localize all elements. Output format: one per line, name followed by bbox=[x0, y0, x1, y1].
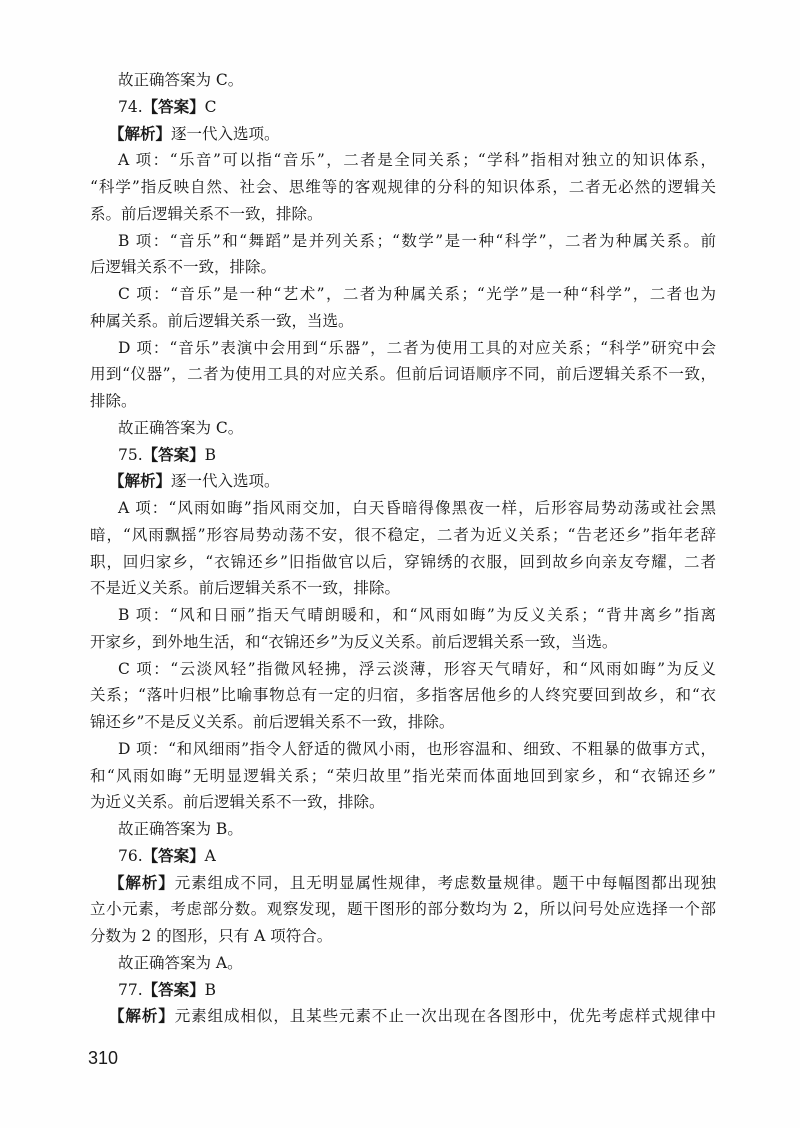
conclusion-line: 故正确答案为 C。 bbox=[118, 418, 244, 437]
text-line: 系。前后逻辑关系不一致，排除。 bbox=[90, 204, 323, 223]
text-line: 锦还乡”不是反义关系。前后逻辑关系不一致，排除。 bbox=[90, 713, 455, 731]
analysis-tag: 【解析】 bbox=[109, 123, 172, 143]
analysis-paragraph bbox=[90, 1003, 716, 1030]
text-line: 和“风雨如晦”无明显逻辑关系；“荣归故里”指光荣而体面地回到家乡，和“衣锦还乡” bbox=[90, 766, 716, 785]
answer-tag: 【答案】 bbox=[142, 979, 205, 999]
answer-value: B bbox=[204, 980, 217, 999]
question-74 bbox=[90, 94, 716, 442]
option-b-paragraph bbox=[90, 602, 716, 656]
question-75 bbox=[90, 442, 716, 843]
text-line: D 项：“和风细雨”指令人舒适的微风小雨，也形容温和、细致、不粗暴的做事方式， bbox=[118, 739, 716, 758]
conclusion-line: 故正确答案为 A。 bbox=[118, 953, 243, 972]
text-column bbox=[90, 67, 716, 1030]
text-line: A 项：“乐音”可以指“音乐”，二者是全同关系；“学科”指相对独立的知识体系， bbox=[118, 151, 716, 170]
answer-line bbox=[90, 977, 716, 1004]
option-c-paragraph bbox=[90, 656, 716, 736]
text-line: “科学”指反映自然、社会、思维等的客观规律的分科的知识体系，二者无必然的逻辑关 bbox=[90, 178, 716, 196]
text-line: B 项：“音乐”和“舞蹈”是并列关系；“数学”是一种“科学”，二者为种属关系。前 bbox=[118, 231, 716, 250]
analysis-intro: 逐一代入选项。 bbox=[171, 124, 280, 143]
text-line: D 项：“音乐”表演中会用到“乐器”，二者为使用工具的对应关系；“科学”研究中会 bbox=[118, 338, 716, 357]
analysis-paragraph bbox=[90, 870, 716, 950]
answer-tag: 【答案】 bbox=[142, 96, 205, 116]
page-number: 310 bbox=[88, 1048, 119, 1068]
text-line: C 项：“音乐”是一种“艺术”，二者为种属关系；“光学”是一种“科学”，二者也为 bbox=[118, 285, 716, 303]
answer-value: C bbox=[204, 97, 217, 116]
analysis-heading bbox=[90, 121, 716, 148]
text-line: 后逻辑关系不一致，排除。 bbox=[90, 258, 277, 277]
text-line: 排除。 bbox=[90, 392, 137, 410]
answer-tag: 【答案】 bbox=[142, 444, 205, 464]
text-line: A 项：“风雨如晦”指风雨交加，白天昏暗得像黑夜一样，后形容局势动荡或社会黑 bbox=[118, 499, 716, 517]
text-line: 职，回归家乡，“衣锦还乡”旧指做官以后，穿锦绣的衣服，回到故乡向亲友夸耀，二者 bbox=[90, 552, 716, 571]
option-a-paragraph bbox=[90, 495, 716, 602]
answer-line bbox=[90, 843, 716, 870]
conclusion-line: 故正确答案为 C。 bbox=[118, 71, 244, 89]
analysis-tag: 【解析】 bbox=[109, 1006, 175, 1026]
question-76 bbox=[90, 843, 716, 977]
question-number: 74. bbox=[118, 97, 143, 116]
answer-line bbox=[90, 94, 716, 121]
text-line: B 项：“风和日丽”指天气晴朗暖和，和“风雨如晦”为反义关系；“背井离乡”指离 bbox=[118, 606, 716, 624]
answer-value: A bbox=[204, 846, 216, 865]
analysis-heading bbox=[90, 468, 716, 495]
text-line: 暗，“风雨飘摇”形容局势动荡不安，很不稳定，二者为近义关系；“告老还乡”指年老辞 bbox=[90, 525, 716, 544]
text-line: 为近义关系。前后逻辑关系不一致，排除。 bbox=[90, 793, 385, 812]
text-line: 关系；“落叶归根”比喻事物总有一定的归宿，多指客居他乡的人终究要回到故乡，和“衣 bbox=[90, 686, 716, 705]
text-line: 分数为 2 的图形，只有 A 项符合。 bbox=[90, 927, 333, 945]
text-line bbox=[90, 870, 716, 897]
text-line: 用到“仪器”，二者为使用工具的对应关系。但前后词语顺序不同，前后逻辑关系不一致， bbox=[90, 365, 716, 384]
option-d-paragraph bbox=[90, 335, 716, 415]
question-number: 76. bbox=[118, 846, 143, 865]
text-line: C 项：“云淡风轻”指微风轻拂，浮云淡薄，形容天气晴好，和“风雨如晦”为反义 bbox=[118, 659, 716, 678]
analysis-text: 元素组成不同，且无明显属性规律，考虑数量规律。题干中每幅图都出现独 bbox=[174, 873, 716, 892]
text-line: 种属关系。前后逻辑关系一致，当选。 bbox=[90, 311, 354, 330]
answer-tag: 【答案】 bbox=[142, 845, 205, 865]
text-line: 立小元素，考虑部分数。观察发现，题干图形的部分数均为 2，所以问号处应选择一个部 bbox=[90, 900, 716, 919]
question-number: 77. bbox=[118, 980, 143, 999]
analysis-tag: 【解析】 bbox=[109, 872, 175, 892]
analysis-tag: 【解析】 bbox=[109, 471, 172, 491]
analysis-intro: 逐一代入选项。 bbox=[171, 472, 280, 491]
answer-value: B bbox=[204, 445, 217, 464]
option-c-paragraph bbox=[90, 281, 716, 335]
option-d-paragraph bbox=[90, 736, 716, 816]
answer-line bbox=[90, 442, 716, 469]
text-line: 开家乡，到外地生活，和“衣锦还乡”为反义关系。前后逻辑关系一致，当选。 bbox=[90, 632, 618, 651]
analysis-text: 元素组成相似，且某些元素不止一次出现在各图形中，优先考虑样式规律中 bbox=[174, 1007, 716, 1026]
text-line bbox=[90, 1003, 716, 1030]
option-b-paragraph bbox=[90, 228, 716, 282]
question-number: 75. bbox=[118, 445, 143, 464]
option-a-paragraph bbox=[90, 147, 716, 227]
question-77 bbox=[90, 977, 716, 1031]
text-line: 不是近义关系。前后逻辑关系不一致，排除。 bbox=[90, 579, 401, 598]
conclusion-line: 故正确答案为 B。 bbox=[118, 820, 243, 838]
